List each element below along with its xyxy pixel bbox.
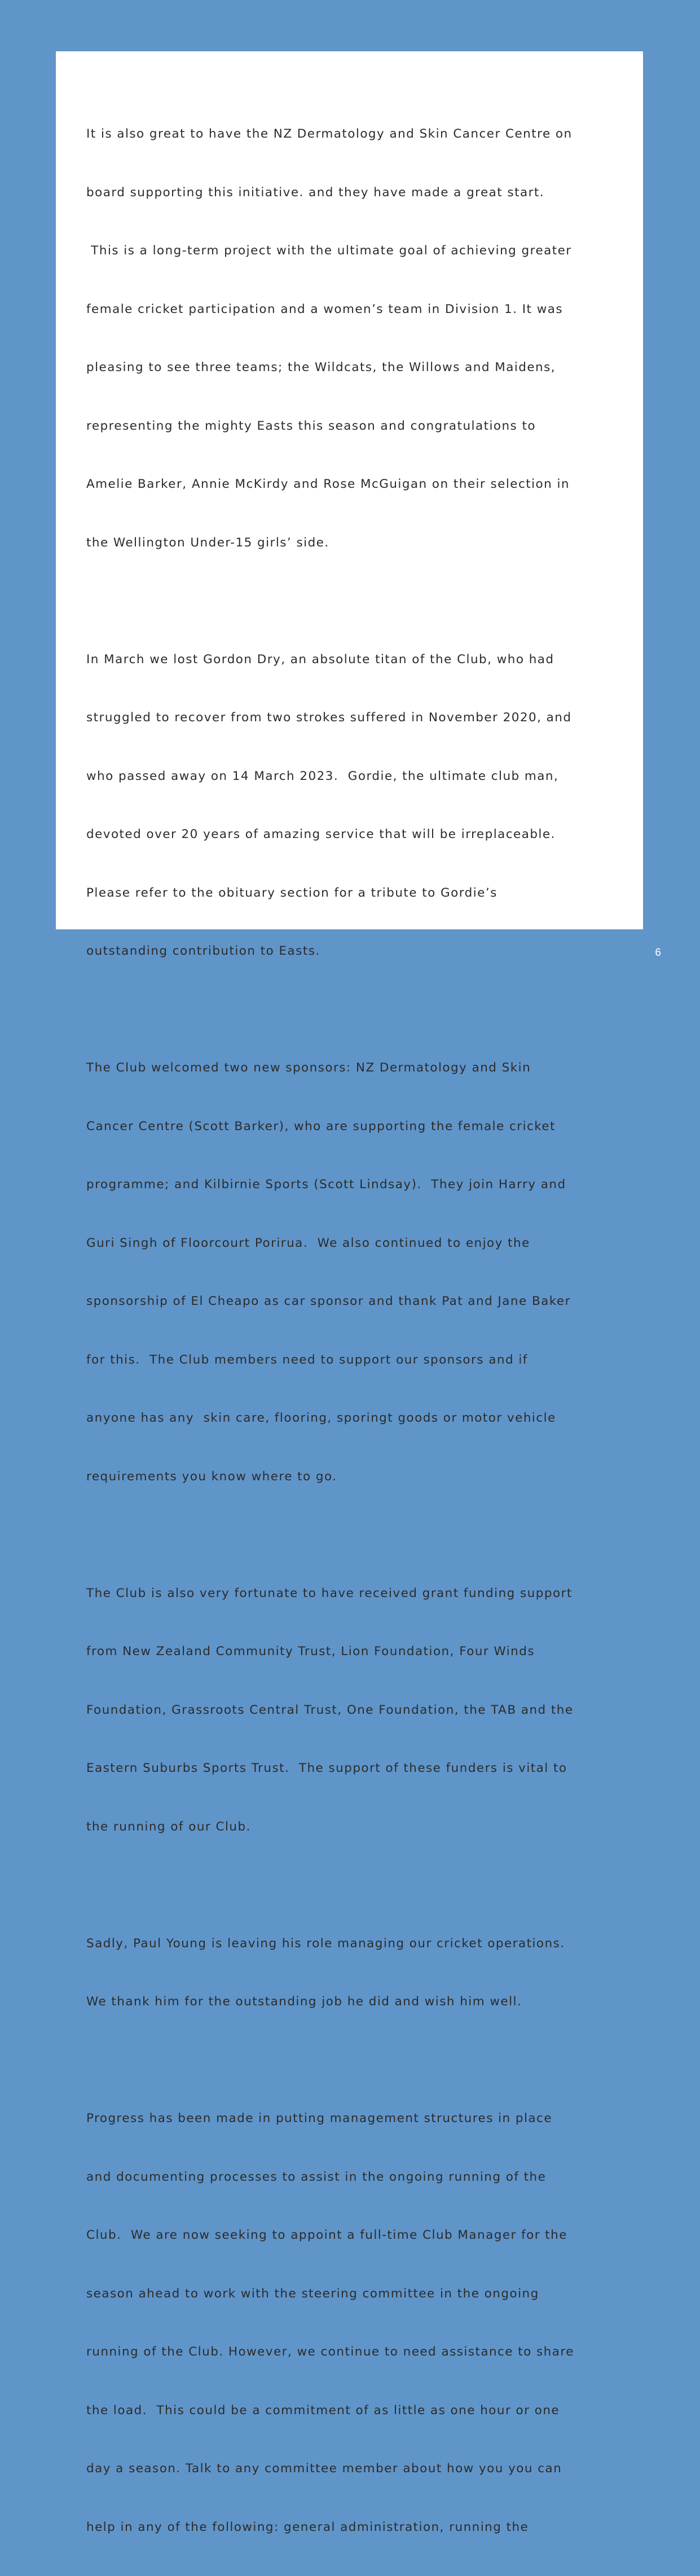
text-line: and documenting processes to assist in the ongoing running of the bbox=[86, 2169, 547, 2184]
text-line: representing the mighty Easts this season and congratulations to bbox=[86, 418, 536, 433]
text-line: programme; and Kilbirnie Sports (Scott Lindsay). They join Harry and bbox=[86, 1177, 566, 1192]
text-line: Eastern Suburbs Sports Trust. The support of these funders is vital to bbox=[86, 1761, 567, 1775]
document-body bbox=[86, 86, 617, 2576]
text-line: board supporting this initiative. and they have made a great start. bbox=[86, 185, 545, 200]
text-line: outstanding contribution to Easts. bbox=[86, 944, 320, 958]
paragraph-management bbox=[86, 2070, 617, 2576]
text-line: anyone has any skin care, flooring, sporingt goods or motor vehicle bbox=[86, 1411, 556, 1425]
text-line: We thank him for the outstanding job he did and wish him well. bbox=[86, 1995, 522, 2009]
text-line: help in any of the following: general administration, running the bbox=[86, 2520, 529, 2534]
text-line: The Club is also very fortunate to have received grant funding support bbox=[86, 1586, 573, 1600]
text-line: Foundation, Grassroots Central Trust, One Foundation, the TAB and the bbox=[86, 1702, 574, 1717]
text-line: The Club welcomed two new sponsors: NZ Dermatology and Skin bbox=[86, 1061, 531, 1075]
text-line: sponsorship of El Cheapo as car sponsor and thank Pat and Jane Baker bbox=[86, 1294, 571, 1308]
text-line: the Wellington Under-15 girls’ side. bbox=[86, 535, 329, 550]
text-line: struggled to recover from two strokes suffered in November 2020, and bbox=[86, 711, 572, 725]
text-line: from New Zealand Community Trust, Lion Foundation, Four Winds bbox=[86, 1644, 535, 1658]
text-line: Sadly, Paul Young is leaving his role managing our cricket operations. bbox=[86, 1936, 565, 1951]
text-line: requirements you know where to go. bbox=[86, 1469, 337, 1484]
text-line: In March we lost Gordon Dry, an absolute titan of the Club, who had bbox=[86, 652, 554, 667]
text-line: who passed away on 14 March 2023. Gordie, the ultimate club man, bbox=[86, 769, 559, 783]
text-line: the running of our Club. bbox=[86, 1819, 251, 1834]
paragraph-paul-young bbox=[86, 1895, 617, 2051]
text-line: the load. This could be a commitment of as little as one hour or one bbox=[86, 2403, 560, 2418]
text-line: This is a long-term project with the ultimate goal of achieving greater bbox=[86, 244, 572, 258]
text-line: female cricket participation and a women’s team in Division 1. It was bbox=[86, 302, 563, 316]
text-line: Cancer Centre (Scott Barker), who are supporting the female cricket bbox=[86, 1119, 556, 1133]
paragraph-gordon-dry bbox=[86, 611, 617, 1000]
text-line: It is also great to have the NZ Dermatology and Skin Cancer Centre on bbox=[86, 127, 573, 141]
text-line: Please refer to the obituary section for a tribute to Gordie’s bbox=[86, 885, 498, 900]
text-line: Club. We are now seeking to appoint a full-time Club Manager for the bbox=[86, 2228, 567, 2242]
text-line: season ahead to work with the steering committee in the ongoing bbox=[86, 2286, 539, 2301]
paragraph-girls-cricket bbox=[86, 86, 617, 592]
text-line: Progress has been made in putting management structures in place bbox=[86, 2111, 553, 2125]
text-line: Amelie Barker, Annie McKirdy and Rose McGuigan on their selection in bbox=[86, 477, 570, 491]
paragraph-sponsors bbox=[86, 1020, 617, 1525]
text-line: running of the Club. However, we continue to need assistance to share bbox=[86, 2345, 574, 2359]
text-line: Guri Singh of Floorcourt Porirua. We also continued to enjoy the bbox=[86, 1236, 530, 1250]
text-line: for this. The Club members need to support our sponsors and if bbox=[86, 1352, 528, 1367]
paragraph-grant-funding bbox=[86, 1545, 617, 1876]
page-number: 6 bbox=[655, 947, 661, 959]
text-line: day a season. Talk to any committee member about how you you can bbox=[86, 2462, 562, 2476]
text-line: devoted over 20 years of amazing service that will be irreplaceable. bbox=[86, 827, 556, 841]
text-line: pleasing to see three teams; the Wildcats, the Willows and Maidens, bbox=[86, 360, 556, 374]
